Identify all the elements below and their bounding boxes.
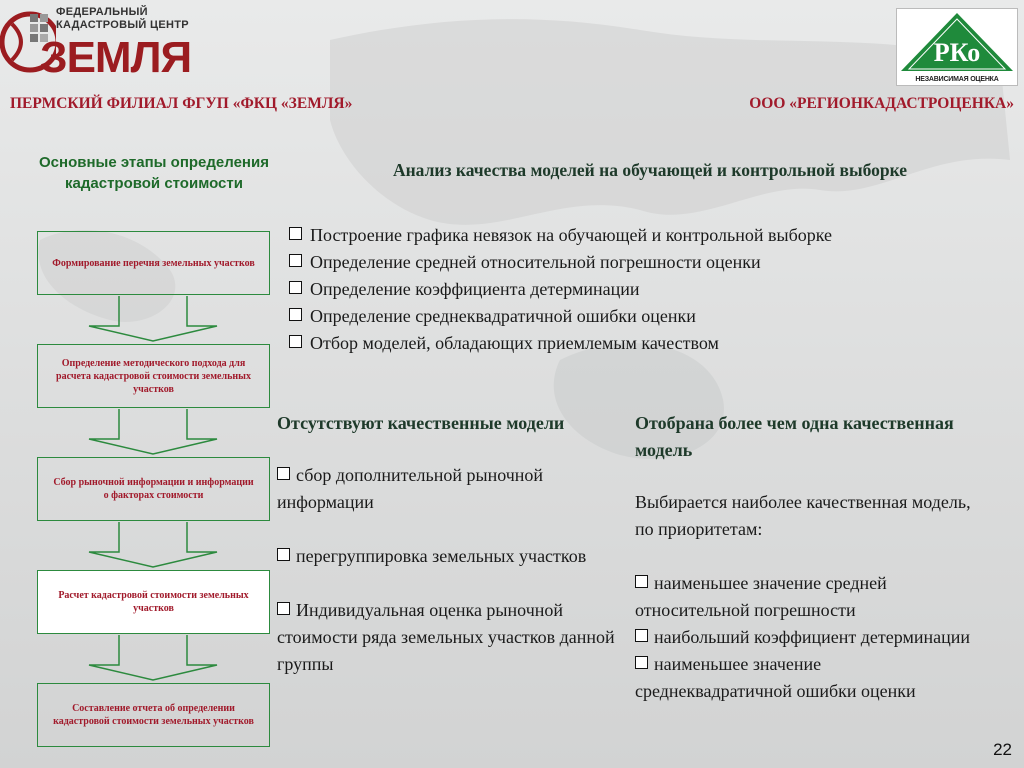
main-heading: Анализ качества моделей на обучающей и контрольной выборке: [392, 160, 908, 180]
flow-step-5: Составление отчета об определении кадастровой стоимости земельных участков: [37, 683, 270, 747]
checkbox-bullet-icon: [289, 335, 302, 348]
org-right-title: ООО «РЕГИОНКАДАСТРОЦЕНКА»: [749, 95, 1014, 112]
checkbox-bullet-icon: [289, 254, 302, 267]
bullet-item: Определение средней относительной погрешности оценки: [289, 249, 1009, 276]
left-column-item: Индивидуальная оценка рыночной стоимости ряда земельных участков данной группы: [277, 600, 615, 674]
quality-models-column: [635, 410, 980, 705]
bullet-item: Построение графика невязок на обучающей и контрольной выборке: [289, 222, 1009, 249]
flow-title: Основные этапы определения кадастровой стоимости: [39, 154, 269, 192]
flow-arrow-4: [89, 635, 217, 680]
page-number: 22: [993, 740, 1012, 759]
checkbox-bullet-icon: [277, 467, 290, 480]
checkbox-bullet-icon: [289, 281, 302, 294]
checkbox-bullet-icon: [635, 575, 648, 588]
bullet-item: Определение коэффициента детерминации: [289, 276, 1009, 303]
rko-logo: [896, 8, 1018, 86]
checkbox-bullet-icon: [277, 548, 290, 561]
flow-step-4-active: Расчет кадастровой стоимости земельных участков: [37, 570, 270, 634]
logo-line2: КАДАСТРОВЫЙ ЦЕНТР: [56, 19, 189, 31]
flow-step-1: Формирование перечня земельных участков: [37, 231, 270, 295]
logo-big-word: ЗЕМЛЯ: [40, 33, 192, 82]
zemlya-logo: [0, 0, 200, 88]
checkbox-bullet-icon: [635, 629, 648, 642]
flow-arrow-3: [89, 522, 217, 567]
rko-mark: РКо: [933, 38, 981, 67]
checkbox-bullet-icon: [289, 308, 302, 321]
right-column-item: наименьшее значение средней относительной погрешности: [635, 573, 887, 620]
flow-arrow-1: [89, 296, 217, 341]
right-column-heading: Отобрана более чем одна качественная модель: [635, 413, 954, 460]
flow-step-3: Сбор рыночной информации и информации о факторах стоимости: [37, 457, 270, 521]
logo-line1: ФЕДЕРАЛЬНЫЙ: [56, 6, 148, 18]
no-quality-models-column: [277, 410, 622, 705]
checkbox-bullet-icon: [635, 656, 648, 669]
rko-tagline: НЕЗАВИСИМАЯ ОЦЕНКА: [915, 76, 999, 83]
right-column-item: наибольший коэффициент детерминации: [635, 624, 980, 651]
flow-arrow-2: [89, 409, 217, 454]
left-column-item: сбор дополнительной рыночной информации: [277, 465, 544, 512]
checkbox-bullet-icon: [289, 227, 302, 240]
org-left-title: ПЕРМСКИЙ ФИЛИАЛ ФГУП «ФКЦ «ЗЕМЛЯ»: [10, 95, 353, 112]
checkbox-bullet-icon: [277, 602, 290, 615]
left-column-item: перегруппировка земельных участков: [277, 543, 622, 570]
flow-step-2: Определение методического подхода для расчета кадастровой стоимости земельных участков: [37, 344, 270, 408]
analysis-bullet-list: [289, 222, 1009, 357]
bullet-item: Отбор моделей, обладающих приемлемым качеством: [289, 330, 1009, 357]
bullet-item: Определение среднеквадратичной ошибки оценки: [289, 303, 1009, 330]
right-column-item: наименьшее значение среднеквадратичной ошибки оценки: [635, 654, 916, 701]
right-column-intro: Выбирается наиболее качественная модель, по приоритетам:: [635, 492, 971, 539]
left-column-heading: Отсутствуют качественные модели: [277, 413, 565, 433]
